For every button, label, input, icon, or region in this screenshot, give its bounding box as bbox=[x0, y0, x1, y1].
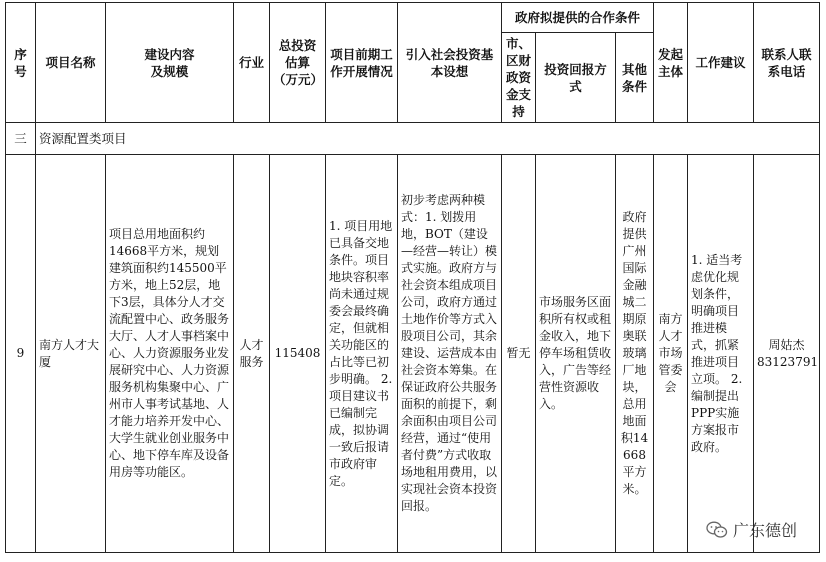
watermark-text: 广东德创 bbox=[733, 521, 798, 540]
section-title: 资源配置类项目 bbox=[36, 123, 820, 155]
row-seq: 9 bbox=[6, 155, 36, 553]
row-industry: 人才服务 bbox=[234, 155, 270, 553]
header-suggestion: 工作建议 bbox=[688, 3, 754, 123]
header-industry: 行业 bbox=[234, 3, 270, 123]
row-scope: 项目总用地面积约14668平方米，规划建筑面积约145500平方米，地上52层，地下3层，具体分人才交流配置中心、政务服务大厅、人才人事档案中心、人力资源服务业发展研究中心、人力资源服务机构集聚中心、广州市人事考试基地、人才能力培养开发中心、大学生就业创业服务中心、地下停车库及设备用房等功能区。 bbox=[106, 155, 234, 553]
row-investment: 115408 bbox=[270, 155, 326, 553]
row-fund-support: 暂无 bbox=[502, 155, 536, 553]
header-fund-support: 市、区财政资金支持 bbox=[502, 33, 536, 123]
row-social-capital: 初步考虑两种模式：1. 划拨用地，BOT（建设—经营—转让）模式实施。政府方与社会资本组成项目公司，政府方通过土地作价等方式入股项目公司，其余建设、运营成本由社会资本筹集。在保证政府公共服务面积的前提下，剩余面积由项目公司经营，通过“使用者付费”方式收取场地租用费用，以实现社会资本投资回报。 bbox=[398, 155, 502, 553]
watermark bbox=[706, 518, 797, 541]
row-suggestion: 1. 适当考虑优化规划条件，明确项目推进模式，抓紧推进项目立项。 2. 编制提出PPP实施方案报市政府。 bbox=[688, 155, 754, 553]
header-preparation: 项目前期工作开展情况 bbox=[326, 3, 398, 123]
row-sponsor: 南方人才市场管委会 bbox=[654, 155, 688, 553]
header-scope-line1: 建设内容 bbox=[144, 46, 195, 62]
section-row bbox=[6, 123, 820, 155]
header-return-method: 投资回报方式 bbox=[536, 33, 616, 123]
contact-phone: 83123791 bbox=[757, 354, 819, 369]
row-contact bbox=[754, 155, 820, 553]
header-sponsor: 发起主体 bbox=[654, 3, 688, 123]
row-return-method: 市场服务区面积所有权或租金收入，地下停车场租赁收入，广告等经营性资源收入。 bbox=[536, 155, 616, 553]
header-other-conditions: 其他条件 bbox=[616, 33, 654, 123]
header-investment: 总投资估算（万元） bbox=[270, 3, 326, 123]
header-scope bbox=[106, 3, 234, 123]
table-row bbox=[6, 155, 820, 553]
row-preparation: 1. 项目用地已具备交地条件。项目地块容积率尚未通过规委会最终确定，但就相关功能区的占比等已初步明确。 2. 项目建议书已编制完成，拟协调一致后报请市政府审定。 bbox=[326, 155, 398, 553]
contact-name: 周姑杰 bbox=[768, 337, 805, 352]
row-name: 南方人才大厦 bbox=[36, 155, 106, 553]
wechat-icon bbox=[706, 521, 728, 539]
project-table bbox=[5, 2, 820, 553]
header-contact: 联系人联系电话 bbox=[754, 3, 820, 123]
header-gov-conditions: 政府拟提供的合作条件 bbox=[502, 3, 654, 33]
header-scope-line2: 及规模 bbox=[150, 63, 189, 79]
header-social-capital: 引入社会投资基本设想 bbox=[398, 3, 502, 123]
row-other-conditions: 政府提供广州国际金融城二期原奥联玻璃厂地块，总用地面积14668平方米。 bbox=[616, 155, 654, 553]
section-number: 三 bbox=[6, 123, 36, 155]
header-name: 项目名称 bbox=[36, 3, 106, 123]
header-seq: 序号 bbox=[6, 3, 36, 123]
